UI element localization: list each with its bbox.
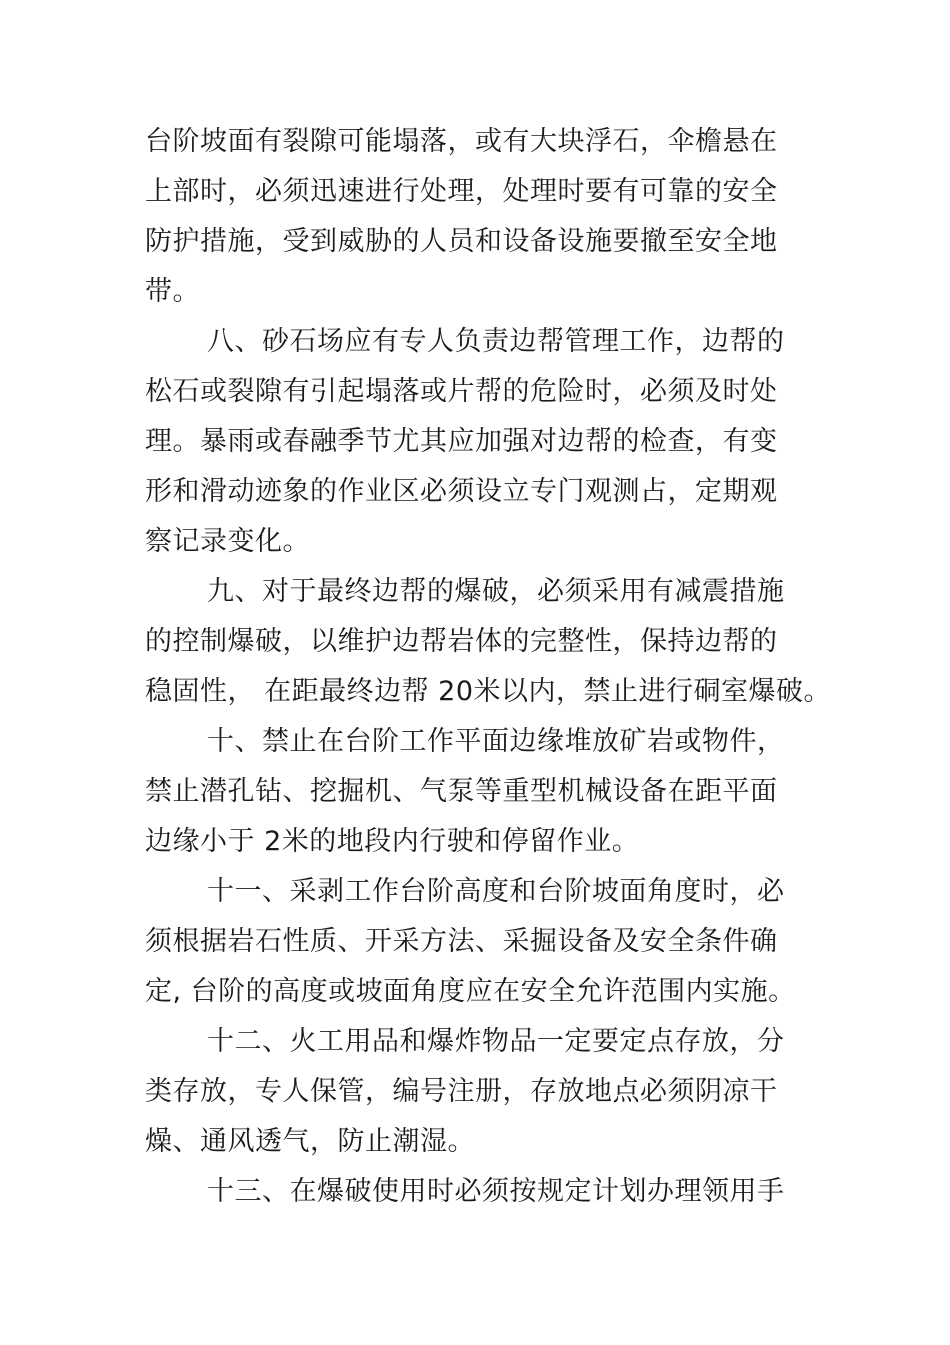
text-line-6: 松石或裂隙有引起塌落或片帮的危险时，必须及时处 [145,376,778,407]
text-line-12: 稳固性， 在距最终边帮 20米以内，禁止进行硐室爆破。 [145,676,832,707]
text-line-14: 禁止潜孔钻、挖掘机、气泵等重型机械设备在距平面 [145,776,778,807]
text-line-15: 边缘小于 2米的地段内行驶和停留作业。 [145,826,640,857]
paragraph-13-start: 十三、在爆破使用时必须按规定计划办理领用手 [207,1176,785,1207]
paragraph-10-start: 十、禁止在台阶工作平面边缘堆放矿岩或物件， [207,726,785,757]
text-line-7: 理。暴雨或春融季节尤其应加强对边帮的检查，有变 [145,426,778,457]
text-line-2: 上部时，必须迅速进行处理，处理时要有可靠的安全 [145,176,778,207]
paragraph-8-start: 八、砂石场应有专人负责边帮管理工作，边帮的 [207,326,785,357]
text-line-18: 定, 台阶的高度或坡面角度应在安全允许范围内实施。 [145,976,796,1007]
text-line-20: 类存放，专人保管，编号注册，存放地点必须阴凉干 [145,1076,778,1107]
text-line-3: 防护措施，受到威胁的人员和设备设施要撤至安全地 [145,226,778,257]
text-line-11: 的控制爆破，以维护边帮岩体的完整性，保持边帮的 [145,626,778,657]
paragraph-11-start: 十一、采剥工作台阶高度和台阶坡面角度时，必 [207,876,785,907]
paragraph-12-start: 十二、火工用品和爆炸物品一定要定点存放，分 [207,1026,785,1057]
text-line-1: 台阶坡面有裂隙可能塌落，或有大块浮石，伞檐悬在 [145,126,778,157]
paragraph-9-start: 九、对于最终边帮的爆破，必须采用有减震措施 [207,576,785,607]
text-line-8: 形和滑动迹象的作业区必须设立专门观测占，定期观 [145,476,778,507]
text-line-21: 燥、通风透气，防止潮湿。 [145,1126,475,1157]
document-body [145,117,832,1217]
text-line-4: 带。 [145,276,200,307]
text-line-17: 须根据岩石性质、开采方法、采掘设备及安全条件确 [145,926,778,957]
text-line-9: 察记录变化。 [145,526,310,557]
